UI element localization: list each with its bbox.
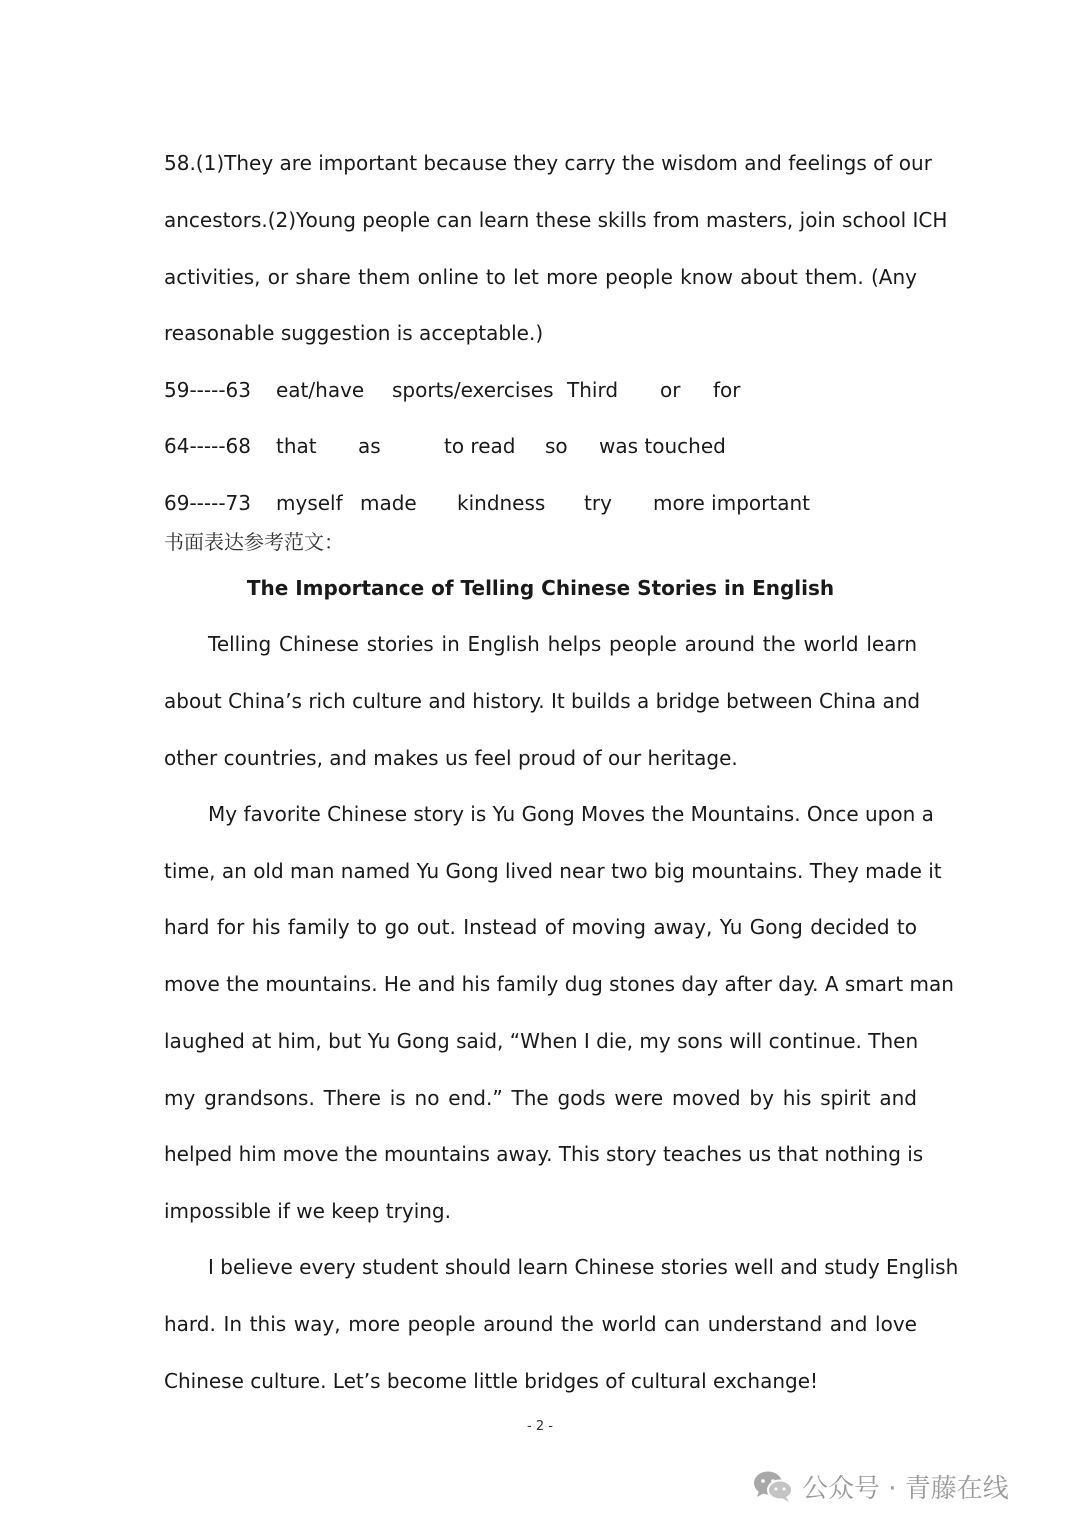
- watermark: [752, 1466, 1009, 1506]
- essay-p3-line-3: Chinese culture. Let’s become little bridges of cultural exchange!: [164, 1369, 819, 1393]
- answer-item: eat/have: [276, 378, 365, 402]
- essay-p2-line-6: my grandsons. There is no end.” The gods were moved by his spirit and: [164, 1086, 917, 1110]
- answer-58-line-3: activities, or share them online to let more people know about them. (Any: [164, 265, 917, 289]
- answer-item: myself: [276, 491, 343, 515]
- essay-p1-line-2: about China’s rich culture and history. It builds a bridge between China and: [164, 689, 921, 713]
- essay-p2-line-8: impossible if we keep trying.: [164, 1199, 451, 1223]
- essay-p2-line-2: time, an old man named Yu Gong lived near two big mountains. They made it: [164, 859, 942, 883]
- answer-item: or: [660, 378, 681, 402]
- essay-title: The Importance of Telling Chinese Stories in English: [246, 576, 835, 600]
- essay-p1-line-3: other countries, and makes us feel proud of our heritage.: [164, 746, 738, 770]
- wechat-icon: [752, 1469, 794, 1503]
- watermark-text: 公众号 · 青藤在线: [802, 1473, 1009, 1504]
- answer-range: 69-----73: [164, 491, 251, 515]
- answer-item: more important: [653, 491, 810, 515]
- answer-item: as: [358, 434, 381, 458]
- essay-p2-line-7: helped him move the mountains away. This story teaches us that nothing is: [164, 1142, 924, 1166]
- answer-item: was touched: [599, 434, 726, 458]
- answer-item: that: [276, 434, 317, 458]
- answer-item: try: [584, 491, 612, 515]
- answer-range: 59-----63: [164, 378, 251, 402]
- essay-p2-line-3: hard for his family to go out. Instead of moving away, Yu Gong decided to: [164, 915, 917, 939]
- answer-item: sports/exercises: [392, 378, 554, 402]
- essay-p1-line-1: Telling Chinese stories in English helps people around the world learn: [208, 632, 917, 656]
- answer-58-line-4: reasonable suggestion is acceptable.): [164, 321, 544, 345]
- answer-range: 64-----68: [164, 434, 251, 458]
- answer-item: made: [360, 491, 417, 515]
- essay-p3-line-1: I believe every student should learn Chinese stories well and study English: [208, 1255, 959, 1279]
- answer-item: for: [713, 378, 741, 402]
- answer-58-line-1: 58.(1)They are important because they carry the wisdom and feelings of our: [164, 151, 932, 175]
- writing-heading: 书面表达参考范文：: [164, 530, 344, 554]
- answer-58-line-2: ancestors.(2)Young people can learn these skills from masters, join school ICH: [164, 208, 948, 232]
- essay-p2-line-1: My favorite Chinese story is Yu Gong Moves the Mountains. Once upon a: [208, 802, 934, 826]
- answer-item: so: [545, 434, 568, 458]
- answer-item: Third: [567, 378, 619, 402]
- essay-p2-line-4: move the mountains. He and his family dug stones day after day. A smart man: [164, 972, 954, 996]
- page-number: - 2 -: [527, 1419, 553, 1434]
- answer-item: to read: [444, 434, 516, 458]
- essay-p2-line-5: laughed at him, but Yu Gong said, “When I die, my sons will continue. Then: [164, 1029, 919, 1053]
- essay-p3-line-2: hard. In this way, more people around the world can understand and love: [164, 1312, 917, 1336]
- answer-item: kindness: [457, 491, 546, 515]
